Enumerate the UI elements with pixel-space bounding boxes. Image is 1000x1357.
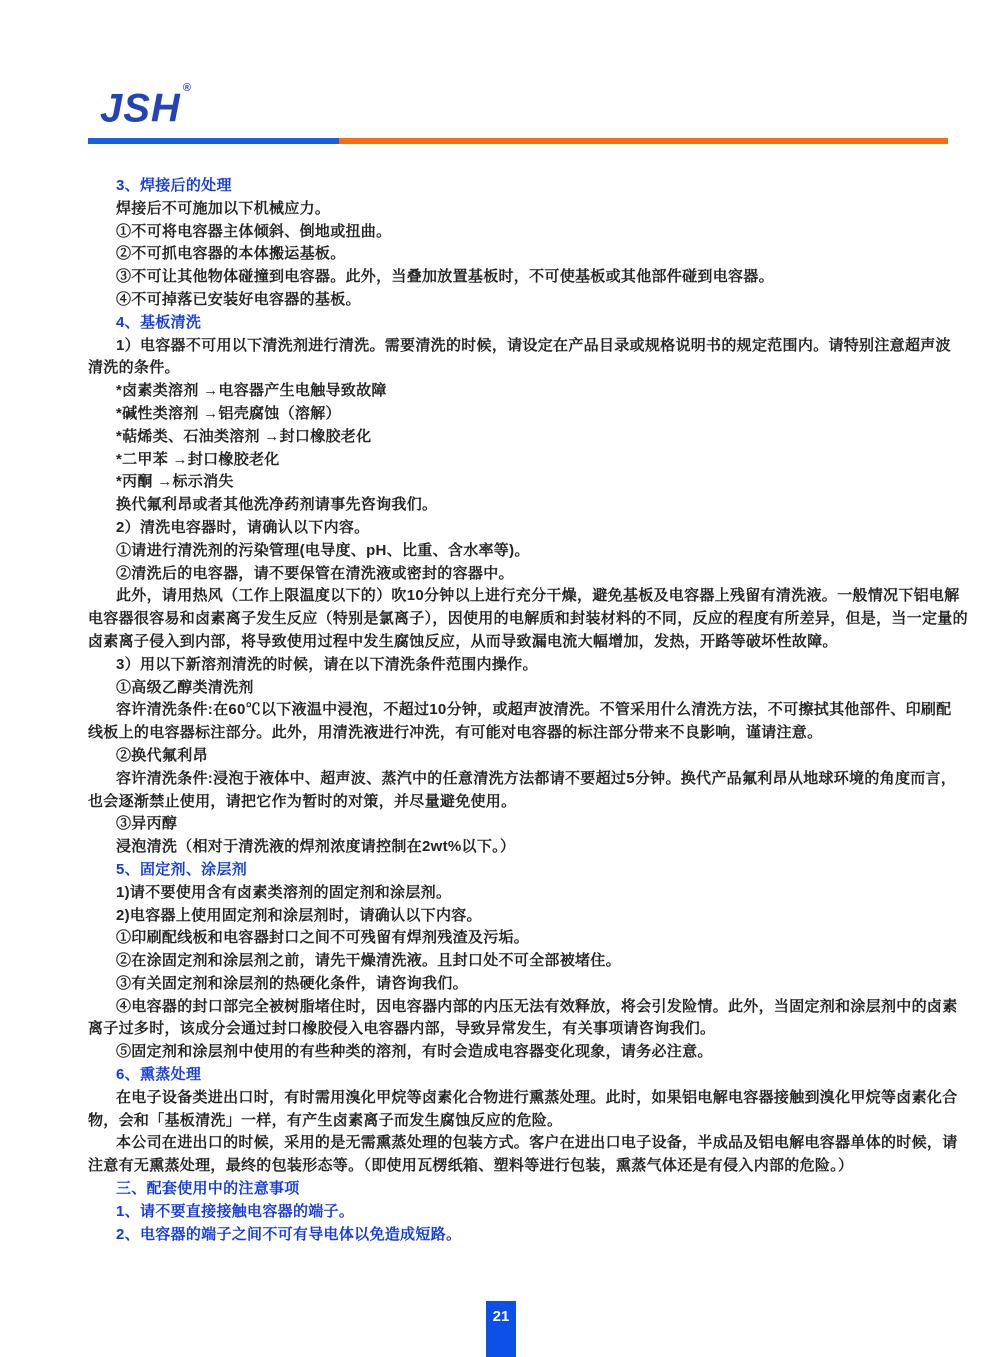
text-line: ③不可让其他物体碰撞到电容器。此外，当叠加放置基板时，不可使基板或其他部件碰到电容器。 (116, 268, 774, 286)
text-line: 3）用以下新溶剂清洗的时候，请在以下清洗条件范围内操作。 (116, 655, 538, 673)
section-heading: 2、电容器的端子之间不可有导电体以免造成短路。 (116, 1225, 462, 1243)
text-line: *卤素类溶剂 →电容器产生电触导致故障 (116, 382, 387, 400)
text-line: 电容器很容易和卤素离子发生反应（特别是氯离子），因使用的电解质和封装材料的不同，反应的程度有所差异，但是，当一定量的 (88, 610, 968, 628)
text-line: 焊接后不可施加以下机械应力。 (116, 199, 331, 217)
text-line: 1)请不要使用含有卤素类溶剂的固定剂和涂层剂。 (116, 883, 452, 901)
text-line: 换代氟利昂或者其他洗净药剂请事先咨询我们。 (116, 496, 438, 514)
logo-text: JSH (100, 86, 181, 131)
text-line: 本公司在进出口的时候，采用的是无需熏蒸处理的包装方式。客户在进出口电子设备，半成品及铝电解电容器单体的时候，请 (116, 1134, 958, 1152)
text-line: 也会逐渐禁止使用，请把它作为暂时的对策，并尽量避免使用。 (88, 792, 517, 810)
text-line: ①请进行清洗剂的污染管理(电导度、pH、比重、含水率等)。 (116, 541, 530, 559)
document-body (88, 175, 968, 1246)
section-heading: 1、请不要直接接触电容器的端子。 (116, 1202, 355, 1220)
text-line: ⑤固定剂和涂层剂中使用的有些种类的溶剂，有时会造成电容器变化现象，请务必注意。 (116, 1043, 713, 1061)
page-number-badge: 21 (486, 1301, 516, 1357)
header-rule (88, 138, 948, 144)
text-line: 1）电容器不可用以下清洗剂进行清洗。需要清洗的时候，请设定在产品目录或规格说明书的规定范围内。请特别注意超声波 (116, 336, 951, 354)
text-line: ①高级乙醇类清洗剂 (116, 678, 254, 696)
jsh-logo (100, 82, 192, 131)
text-line: 在电子设备类进出口时，有时需用溴化甲烷等卤素化合物进行熏蒸处理。此时，如果铝电解电容器接触到溴化甲烷等卤素化合 (116, 1088, 958, 1106)
text-line: *萜烯类、石油类溶剂 →封口橡胶老化 (116, 427, 372, 445)
text-line: *丙酮 →标示消失 (116, 473, 234, 491)
header-rule-blue-segment (88, 138, 339, 144)
text-line: 清洗的条件。 (88, 359, 180, 377)
text-line: ②不可抓电容器的本体搬运基板。 (116, 245, 346, 263)
text-line: ②清洗后的电容器，请不要保管在清洗液或密封的容器中。 (116, 564, 514, 582)
text-line: *二甲苯 →封口橡胶老化 (116, 450, 280, 468)
text-line: ②在涂固定剂和涂层剂之前，请先干燥清洗液。且封口处不可全部被堵住。 (116, 952, 621, 970)
section-heading: 4、基板清洗 (116, 313, 202, 331)
text-line: 2）清洗电容器时，请确认以下内容。 (116, 518, 370, 536)
registered-trademark-icon: ® (182, 82, 192, 94)
text-line: 容许清洗条件:浸泡于液体中、超声波、蒸汽中的任意清洗方法都请不要超过5分钟。换代产品氟利昂从地球环境的角度而言， (116, 769, 957, 787)
text-line: ③有关固定剂和涂层剂的热硬化条件，请咨询我们。 (116, 974, 468, 992)
text-line: *碱性类溶剂 →铝壳腐蚀（溶解） (116, 404, 341, 422)
text-line: ④不可掉落已安装好电容器的基板。 (116, 290, 361, 308)
text-line: 线板上的电容器标注部分。此外，用清洗液进行冲洗，有可能对电容器的标注部分带来不良影响，谨请注意。 (88, 724, 823, 742)
text-line: 离子过多时，该成分会通过封口橡胶侵入电容器内部，导致异常发生，有关事项请咨询我们。 (88, 1020, 716, 1038)
text-line: ①不可将电容器主体倾斜、倒地或扭曲。 (116, 222, 392, 240)
header-rule-orange-segment (339, 138, 948, 144)
text-line: 卤素离子侵入到内部，将导致使用过程中发生腐蚀反应，从而导致漏电流大幅增加，发热，开路等破坏性故障。 (88, 632, 838, 650)
text-line: 容许清洗条件:在60℃以下液温中浸泡，不超过10分钟，或超声波清洗。不管采用什么清洗方法，不可擦拭其他部件、印刷配 (116, 701, 952, 719)
text-line: 注意有无熏蒸处理，最终的包装形态等。（即使用瓦楞纸箱、塑料等进行包装，熏蒸气体还是有侵入内部的危险。） (88, 1157, 854, 1175)
section-heading: 6、熏蒸处理 (116, 1066, 202, 1084)
text-line: ③异丙醇 (116, 815, 178, 833)
section-heading: 三、配套使用中的注意事项 (116, 1180, 300, 1198)
section-heading: 5、固定剂、涂层剂 (116, 860, 248, 878)
text-line: ②换代氟利昂 (116, 746, 208, 764)
section-heading: 3、焊接后的处理 (116, 177, 232, 194)
text-line: 2)电容器上使用固定剂和涂层剂时，请确认以下内容。 (116, 906, 482, 924)
text-line: 浸泡清洗（相对于清洗液的焊剂浓度请控制在2wt%以下。） (116, 838, 516, 856)
text-line: 物，会和「基板清洗」一样，有产生卤素离子而发生腐蚀反应的危险。 (88, 1111, 563, 1129)
text-line: 此外，请用热风（工作上限温度以下的）吹10分钟以上进行充分干燥，避免基板及电容器上残留有清洗液。一般情况下铝电解 (116, 587, 960, 605)
text-line: ①印刷配线板和电容器封口之间不可残留有焊剂残渣及污垢。 (116, 929, 530, 947)
text-line: ④电容器的封口部完全被树脂堵住时，因电容器内部的内压无法有效释放，将会引发险情。此外，当固定剂和涂层剂中的卤素 (116, 997, 958, 1015)
